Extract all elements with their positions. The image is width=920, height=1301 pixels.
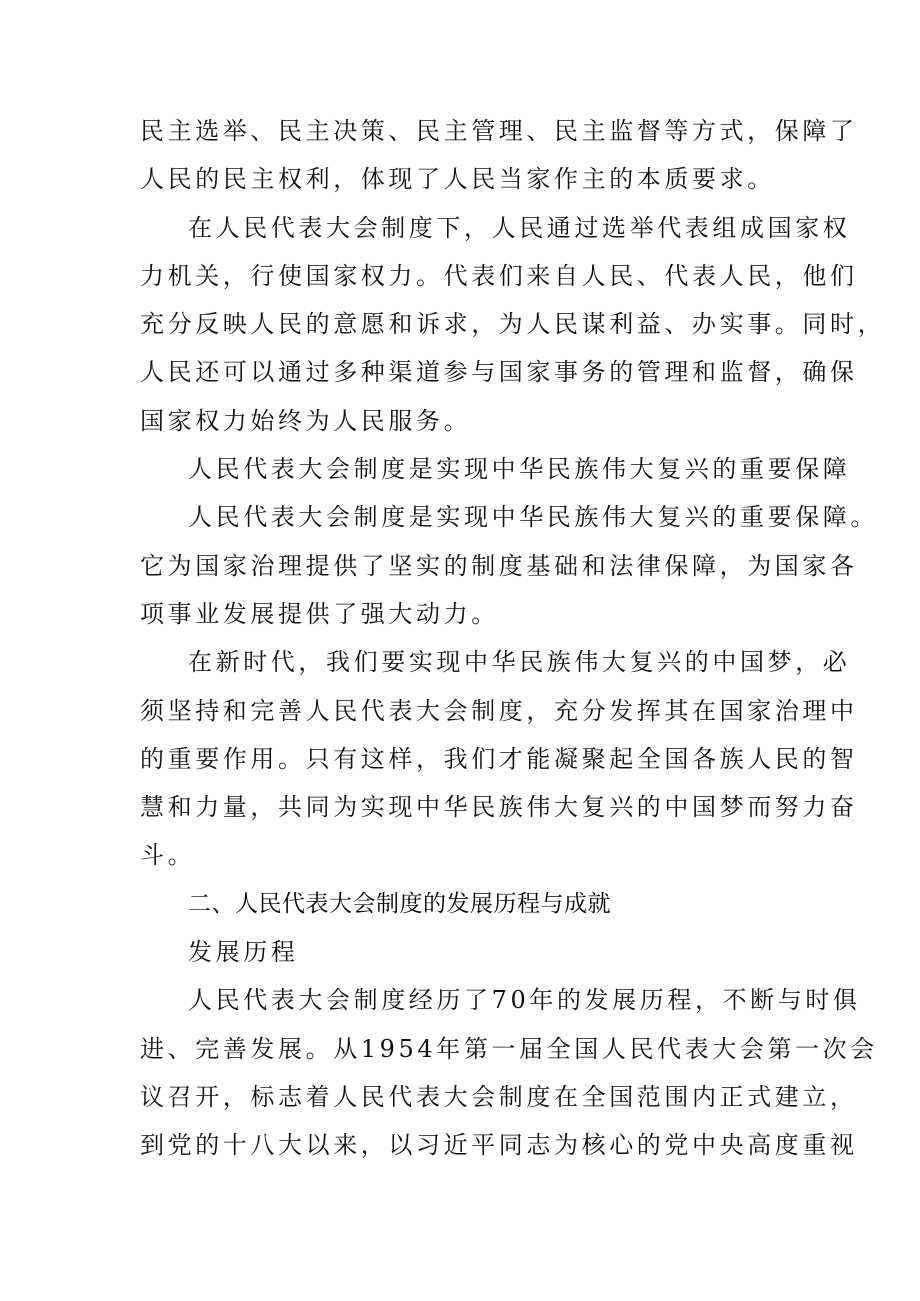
text-line: 它为国家治理提供了坚实的制度基础和法律保障，为国家各: [140, 551, 858, 580]
text-line: 人民还可以通过多种渠道参与国家事务的管理和监督，确保: [140, 358, 858, 387]
text-line: 须坚持和完善人民代表大会制度，充分发挥其在国家治理中: [140, 696, 858, 725]
text-line: 民主选举、民主决策、民主管理、民主监督等方式，保障了: [140, 117, 858, 145]
text-line: 在人民代表大会制度下，人民通过选举代表组成国家权: [188, 213, 851, 242]
section-subheading: 人民代表大会制度是实现中华民族伟大复兴的重要保障: [188, 455, 851, 484]
text-line: 人民代表大会制度经历了70年的发展历程，不断与时俱: [188, 986, 861, 1015]
text-line: 国家权力始终为人民服务。: [140, 406, 472, 435]
text-line: 力机关，行使国家权力。代表们来自人民、代表人民，他们: [140, 261, 858, 290]
text-line: 人民的民主权利，体现了人民当家作主的本质要求。: [140, 165, 775, 194]
section-subheading: 发展历程: [188, 938, 299, 967]
section-heading: 二、人民代表大会制度的发展历程与成就: [188, 890, 611, 917]
text-line: 议召开，标志着人民代表大会制度在全国范围内正式建立，: [140, 1082, 858, 1111]
text-line: 慧和力量，共同为实现中华民族伟大复兴的中国梦而努力奋: [140, 793, 858, 822]
text-line: 人民代表大会制度是实现中华民族伟大复兴的重要保障。: [188, 503, 878, 532]
text-line: 进、完善发展。从1954年第一届全国人民代表大会第一次会: [140, 1034, 878, 1063]
text-line: 斗。: [140, 841, 196, 870]
text-line: 到党的十八大以来，以习近平同志为核心的党中央高度重视: [140, 1131, 858, 1160]
text-line: 充分反映人民的意愿和诉求，为人民谋利益、办实事。同时，: [140, 310, 886, 339]
document-page: [140, 107, 886, 1170]
text-line: 项事业发展提供了强大动力。: [140, 599, 499, 628]
text-line: 在新时代，我们要实现中华民族伟大复兴的中国梦，必: [188, 648, 851, 677]
text-line: 的重要作用。只有这样，我们才能凝聚起全国各族人民的智: [140, 744, 858, 773]
